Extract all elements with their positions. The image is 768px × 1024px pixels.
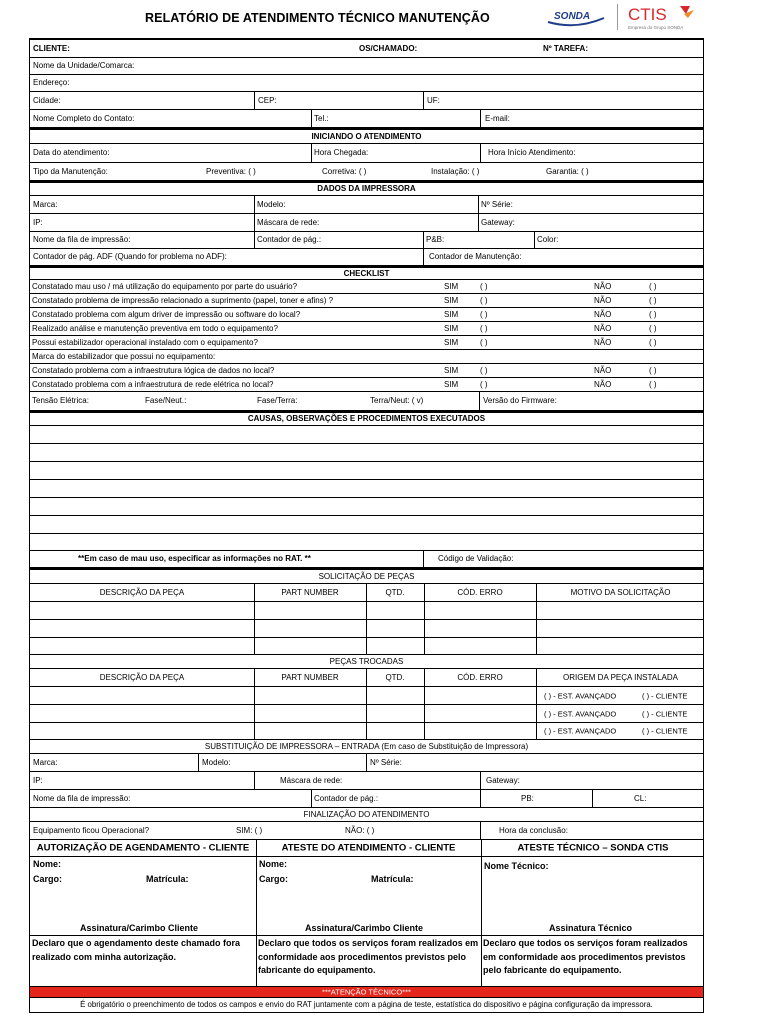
checklist-item	[29, 336, 704, 350]
solicitacao-row[interactable]	[29, 602, 704, 620]
obs-line[interactable]	[29, 534, 704, 551]
sub-gateway-label: Gateway:	[486, 775, 520, 785]
checklist-question: Constatado mau uso / má utilização do equipamento por parte do usuário?	[32, 281, 298, 291]
col-part-number: PART NUMBER	[281, 672, 339, 682]
fila-label: Nome da fila de impressão:	[33, 235, 131, 244]
checklist-question: Constatado problema com a infraestrutura de rede elétrica no local?	[32, 379, 274, 389]
sim-checkbox[interactable]: ( )	[480, 295, 488, 305]
signature-titles-row	[29, 840, 704, 857]
nome-tecnico-label: Nome Técnico:	[484, 861, 549, 871]
section-impressora-title: DADOS DA IMPRESSORA	[317, 184, 416, 193]
sim-checkbox[interactable]: ( )	[480, 337, 488, 347]
ctis-logo	[626, 2, 698, 32]
matricula-label: Matrícula:	[371, 874, 414, 884]
nao-checkbox[interactable]: ( )	[649, 281, 657, 291]
autorizacao-title: AUTORIZAÇÃO DE AGENDAMENTO - CLIENTE	[36, 842, 250, 854]
obs-line[interactable]	[29, 498, 704, 516]
atencao-text-row	[29, 998, 704, 1013]
checklist-item	[29, 280, 704, 294]
origem-cliente-check[interactable]: ( ) - CLIENTE	[642, 726, 688, 736]
gateway-label: Gateway:	[481, 217, 515, 227]
impressora-adf-row	[29, 249, 704, 266]
tel-label: Tel.:	[314, 113, 329, 123]
color-label: Color:	[537, 235, 559, 244]
assinatura-cliente-2[interactable]: Assinatura/Carimbo Cliente	[305, 923, 424, 933]
hora-conclusao-label: Hora da conclusão:	[499, 825, 568, 835]
sim-checkbox[interactable]: ( )	[480, 323, 488, 333]
sim-label: SIM	[444, 337, 459, 347]
unidade-row	[29, 58, 704, 75]
col-motivo: MOTIVO DA SOLICITAÇÃO	[570, 587, 671, 597]
obs-line[interactable]	[29, 462, 704, 480]
codigo-validacao-label: Código de Validação:	[438, 554, 514, 563]
obs-line[interactable]	[29, 516, 704, 534]
modelo-label: Modelo:	[257, 199, 286, 209]
nome-label: Nome:	[259, 859, 288, 869]
section-substituicao-title: SUBSTITUIÇÃO DE IMPRESSORA – ENTRADA (Em caso de Substituição de Impressora)	[204, 741, 529, 751]
hora-chegada-label: Hora Chegada:	[314, 148, 369, 157]
obs-line[interactable]	[29, 426, 704, 444]
sub-mascara-label: Máscara de rede:	[280, 775, 343, 785]
nao-label: NÃO	[594, 295, 612, 305]
col-origem: ORIGEM DA PEÇA INSTALADA	[563, 672, 678, 682]
section-finalizacao	[29, 808, 704, 822]
origem-cliente-check[interactable]: ( ) - CLIENTE	[642, 708, 688, 718]
cargo-label: Cargo:	[259, 874, 288, 884]
logo-divider	[617, 4, 618, 30]
sim-label: SIM	[444, 295, 459, 305]
ctis-logo-text: CTIS	[628, 5, 667, 24]
nao-label: NÃO	[594, 281, 612, 291]
impressora-ip-row	[29, 214, 704, 232]
trocadas-row[interactable]	[29, 705, 704, 723]
operacional-nao-check[interactable]: NÃO: ( )	[345, 825, 375, 835]
estabilizador-marca-label: Marca do estabilizador que possui no equipamento:	[32, 351, 216, 361]
serie-label: Nº Série:	[481, 199, 513, 209]
nao-label: NÃO	[594, 337, 612, 347]
nao-label: NÃO	[594, 379, 612, 389]
checklist-item	[29, 350, 704, 364]
tensao-row	[29, 392, 704, 411]
mau-uso-row	[29, 551, 704, 568]
checklist-item	[29, 322, 704, 336]
obs-line[interactable]	[29, 480, 704, 498]
trocadas-row[interactable]	[29, 687, 704, 705]
sim-checkbox[interactable]: ( )	[480, 365, 488, 375]
tipo-manutencao-row	[29, 163, 704, 181]
impressora-marca-row	[29, 196, 704, 214]
ateste-tecnico-title: ATESTE TÉCNICO – SONDA CTIS	[517, 842, 669, 854]
atencao-text: É obrigatório o preenchimento de todos os campos e envio do RAT juntamente com a página de teste, estatística do dispositivo e página configuração da impressora.	[80, 1000, 653, 1010]
operacional-label: Equipamento ficou Operacional?	[33, 825, 150, 835]
contador-label: Contador de pág.:	[257, 235, 322, 244]
section-impressora	[29, 181, 704, 196]
sub-fila-row	[29, 790, 704, 808]
checklist-question: Constatado problema com a infraestrutura lógica de dados no local?	[32, 365, 275, 375]
assinatura-cliente-1[interactable]: Assinatura/Carimbo Cliente	[80, 923, 199, 933]
trocadas-header-row	[29, 669, 704, 687]
sim-checkbox[interactable]: ( )	[480, 379, 488, 389]
nao-label: NÃO	[594, 323, 612, 333]
matricula-label: Matrícula:	[146, 874, 189, 884]
endereco-row	[29, 75, 704, 92]
declaracao-agendamento: Declaro que o agendamento deste chamado fora realizado com minha autorização.	[32, 938, 241, 962]
col-descricao: DESCRIÇÃO DA PEÇA	[99, 587, 185, 597]
fase-neut-label: Fase/Neut.:	[145, 396, 187, 405]
nao-checkbox[interactable]: ( )	[649, 337, 657, 347]
cep-label: CEP:	[258, 95, 277, 105]
trocadas-row[interactable]	[29, 723, 704, 740]
ctis-logo-subtitle: Empresa do Grupo SONDA	[628, 25, 684, 30]
declaracao-tecnico: Declaro que todos os serviços foram realizados em conformidade aos procedimentos previstos pelo fabricante do equipamento.	[483, 938, 688, 975]
client-row	[29, 38, 704, 58]
contato-label: Nome Completo do Contato:	[33, 113, 135, 123]
pb-label: P&B:	[426, 235, 445, 244]
sonda-logo	[546, 6, 606, 28]
checklist-item	[29, 364, 704, 378]
col-cod-erro: CÓD. ERRO	[457, 672, 503, 682]
section-causas	[29, 411, 704, 426]
cidade-row	[29, 92, 704, 110]
data-atendimento-label: Data do atendimento:	[33, 148, 110, 157]
checklist-question: Possui estabilizador operacional instalado com o equipamento?	[32, 337, 258, 347]
sim-checkbox[interactable]: ( )	[480, 309, 488, 319]
nao-checkbox[interactable]: ( )	[649, 309, 657, 319]
ip-label: IP:	[33, 217, 43, 227]
solicitacao-row[interactable]	[29, 620, 704, 638]
section-trocadas	[29, 655, 704, 669]
endereco-label: Endereço:	[33, 78, 70, 87]
col-qtd: QTD.	[385, 587, 405, 597]
os-chamado-label: OS/CHAMADO:	[359, 43, 418, 53]
sim-label: SIM	[444, 365, 459, 375]
cliente-label: CLIENTE:	[33, 43, 70, 53]
marca-label: Marca:	[33, 199, 58, 209]
assinatura-tecnico[interactable]: Assinatura Técnico	[549, 923, 633, 933]
section-iniciando	[29, 128, 704, 144]
col-descricao: DESCRIÇÃO DA PEÇA	[99, 672, 185, 682]
section-solicitacao-title: SOLICITAÇÃO DE PEÇAS	[318, 571, 415, 581]
impressora-fila-row	[29, 232, 704, 249]
operacional-sim-check[interactable]: SIM: ( )	[236, 825, 263, 835]
nao-checkbox[interactable]: ( )	[649, 379, 657, 389]
page-title: RELATÓRIO DE ATENDIMENTO TÉCNICO MANUTENÇÃO	[145, 11, 490, 25]
ateste-cliente-title: ATESTE DO ATENDIMENTO - CLIENTE	[281, 842, 456, 854]
section-trocadas-title: PEÇAS TROCADAS	[329, 656, 404, 666]
atendimento-row	[29, 144, 704, 163]
contador-manutencao-label: Contador de Manutenção:	[429, 252, 522, 261]
checklist-question: Realizado análise e manutenção preventiva em todo o equipamento?	[32, 323, 278, 333]
sub-contador-label: Contador de pág.:	[314, 793, 379, 803]
atencao-title: ***ATENÇÃO TÉCNICO***	[322, 987, 411, 997]
fase-terra-label: Fase/Terra:	[257, 396, 298, 405]
preventiva-check[interactable]: Preventiva: ( )	[206, 166, 256, 176]
tensao-label: Tensão Elétrica:	[32, 396, 89, 405]
page-header	[0, 0, 768, 38]
instalacao-check[interactable]: Instalação: ( )	[431, 166, 480, 176]
sim-label: SIM	[444, 323, 459, 333]
sub-ip-row	[29, 772, 704, 790]
atencao-banner	[29, 987, 704, 998]
section-finalizacao-title: FINALIZAÇÃO DO ATENDIMENTO	[303, 809, 430, 819]
cargo-label: Cargo:	[33, 874, 62, 884]
checklist-question: Constatado problema de impressão relacionado a suprimento (papel, toner e afins) ?	[32, 295, 334, 305]
nao-checkbox[interactable]: ( )	[649, 323, 657, 333]
section-iniciando-title: INICIANDO O ATENDIMENTO	[311, 131, 422, 141]
col-qtd: QTD.	[385, 672, 405, 682]
mau-uso-note: **Em caso de mau uso, especificar as informações no RAT. **	[78, 554, 311, 563]
origem-est-check[interactable]: ( ) - EST. AVANÇADO	[544, 708, 617, 718]
tarefa-label: Nº TAREFA:	[543, 43, 588, 53]
firmware-label: Versão do Firmware:	[483, 396, 557, 405]
nao-checkbox[interactable]: ( )	[649, 295, 657, 305]
sim-label: SIM	[444, 379, 459, 389]
section-checklist-title: CHECKLIST	[343, 268, 390, 278]
email-label: E-mail:	[485, 113, 510, 123]
uf-label: UF:	[427, 95, 440, 105]
hora-inicio-label: Hora Início Atendimento:	[488, 148, 576, 157]
declarations-row	[29, 936, 704, 987]
sim-label: SIM	[444, 281, 459, 291]
garantia-check[interactable]: Garantia: ( )	[546, 166, 589, 176]
sonda-logo-text: SONDA	[554, 11, 591, 22]
nao-label: NÃO	[594, 365, 612, 375]
finalizacao-row	[29, 822, 704, 840]
origem-est-check[interactable]: ( ) - EST. AVANÇADO	[544, 690, 617, 700]
sim-label: SIM	[444, 309, 459, 319]
section-solicitacao	[29, 568, 704, 584]
obs-line[interactable]	[29, 444, 704, 462]
section-causas-title: CAUSAS, OBSERVAÇÕES E PROCEDIMENTOS EXECUTADOS	[247, 414, 486, 423]
solicitacao-row[interactable]	[29, 638, 704, 655]
tipo-manutencao-label: Tipo da Manutenção:	[33, 166, 108, 176]
contato-row	[29, 110, 704, 128]
mascara-label: Máscara de rede:	[257, 217, 320, 227]
terra-neut-label: Terra/Neut: ( v)	[370, 396, 424, 405]
corretiva-check[interactable]: Corretiva: ( )	[322, 166, 367, 176]
sub-pb-label: PB:	[521, 793, 534, 803]
adf-label: Contador de pág. ADF (Quando for problema no ADF):	[33, 252, 227, 261]
sim-checkbox[interactable]: ( )	[480, 281, 488, 291]
section-substituicao	[29, 740, 704, 754]
sub-marca-label: Marca:	[33, 757, 58, 767]
nome-label: Nome:	[33, 859, 62, 869]
nao-label: NÃO	[594, 309, 612, 319]
cidade-label: Cidade:	[33, 95, 61, 105]
nao-checkbox[interactable]: ( )	[649, 365, 657, 375]
col-part-number: PART NUMBER	[281, 587, 339, 597]
signature-boxes	[29, 857, 704, 936]
checklist-question: Constatado problema com algum driver de impressão ou software do local?	[32, 309, 301, 319]
sub-cl-label: CL:	[634, 793, 647, 803]
checklist-item	[29, 378, 704, 392]
sub-fila-label: Nome da fila de impressão:	[33, 793, 131, 803]
origem-cliente-check[interactable]: ( ) - CLIENTE	[642, 690, 688, 700]
col-cod-erro: CÓD. ERRO	[457, 587, 503, 597]
sub-ip-label: IP:	[33, 775, 43, 785]
declaracao-atendimento: Declaro que todos os serviços foram realizados em conformidade aos procedimentos previstos pelo fabricante do equipamento.	[258, 938, 479, 975]
sub-marca-row	[29, 754, 704, 772]
sub-modelo-label: Modelo:	[202, 757, 231, 767]
unidade-label: Nome da Unidade/Comarca:	[33, 61, 135, 70]
checklist-item	[29, 294, 704, 308]
sub-serie-label: Nº Série:	[370, 757, 402, 767]
solicitacao-header-row	[29, 584, 704, 602]
section-checklist	[29, 266, 704, 280]
checklist-item	[29, 308, 704, 322]
origem-est-check[interactable]: ( ) - EST. AVANÇADO	[544, 726, 617, 736]
